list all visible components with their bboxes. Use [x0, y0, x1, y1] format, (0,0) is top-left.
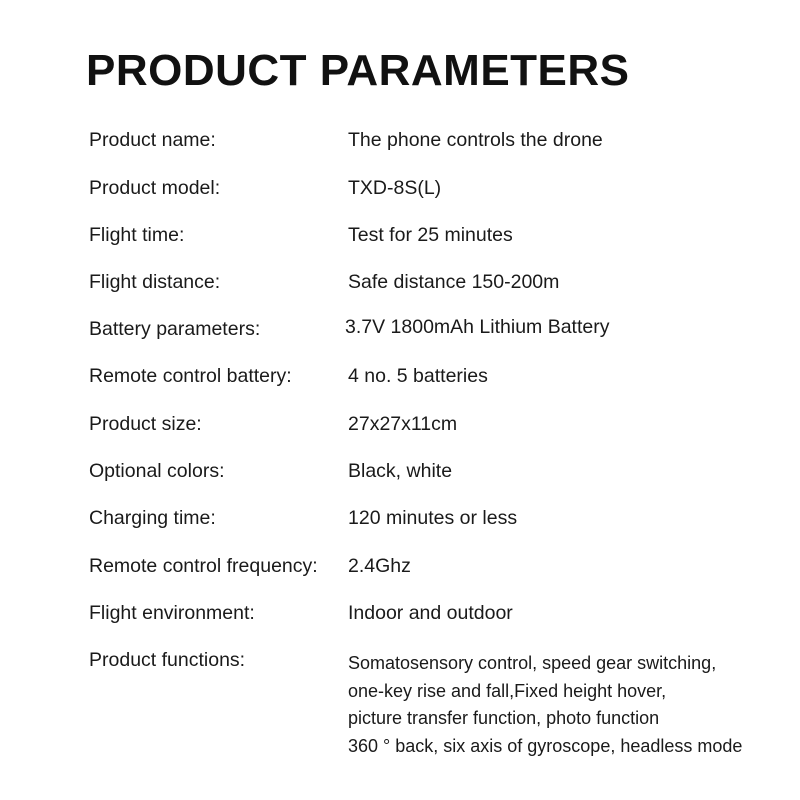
param-label: Product model: [89, 177, 221, 199]
param-value: 4 no. 5 batteries [348, 365, 488, 387]
param-label: Flight environment: [89, 602, 255, 624]
param-value: TXD-8S(L) [348, 177, 442, 199]
param-label: Optional colors: [89, 460, 225, 482]
param-value: Test for 25 minutes [348, 224, 513, 246]
param-row-battery [89, 318, 769, 348]
functions-line: Somatosensory control, speed gear switching, [348, 653, 717, 673]
param-row-frequency [89, 555, 769, 585]
param-value: 2.4Ghz [348, 555, 411, 577]
param-row-flight-distance [89, 271, 769, 301]
functions-line: one-key rise and fall,Fixed height hover, [348, 680, 667, 701]
param-value: 3.7V 1800mAh Lithium Battery [345, 316, 610, 338]
param-value: Black, white [348, 460, 453, 482]
param-row-colors [89, 460, 769, 490]
param-label: Remote control battery: [89, 365, 292, 387]
param-label: Flight time: [89, 224, 185, 246]
param-value: Indoor and outdoor [348, 602, 513, 624]
param-label: Product name: [89, 129, 216, 151]
param-label: Charging time: [89, 507, 216, 529]
param-value: 27x27x11cm [348, 413, 458, 435]
param-value: The phone controls the drone [348, 129, 603, 151]
param-label: Battery parameters: [89, 318, 261, 340]
param-label: Flight distance: [89, 271, 221, 293]
functions-line: picture transfer function, photo function [348, 708, 660, 728]
param-row-product-size [89, 413, 769, 443]
param-label: Product functions: [89, 649, 246, 671]
functions-line: 360 ° back, six axis of gyroscope, headless mode [348, 735, 743, 756]
param-label: Remote control frequency: [89, 555, 318, 577]
param-row-product-name [89, 129, 769, 159]
page-title: PRODUCT PARAMETERS [86, 46, 630, 95]
param-value: 120 minutes or less [348, 507, 518, 529]
param-label: Product size: [89, 413, 202, 435]
param-row-remote-battery [89, 365, 769, 395]
functions-value [348, 650, 742, 760]
param-row-environment [89, 602, 769, 632]
param-row-flight-time [89, 224, 769, 254]
param-value: Safe distance 150-200m [348, 271, 560, 293]
param-row-product-model [89, 177, 769, 207]
param-row-charging-time [89, 507, 769, 537]
